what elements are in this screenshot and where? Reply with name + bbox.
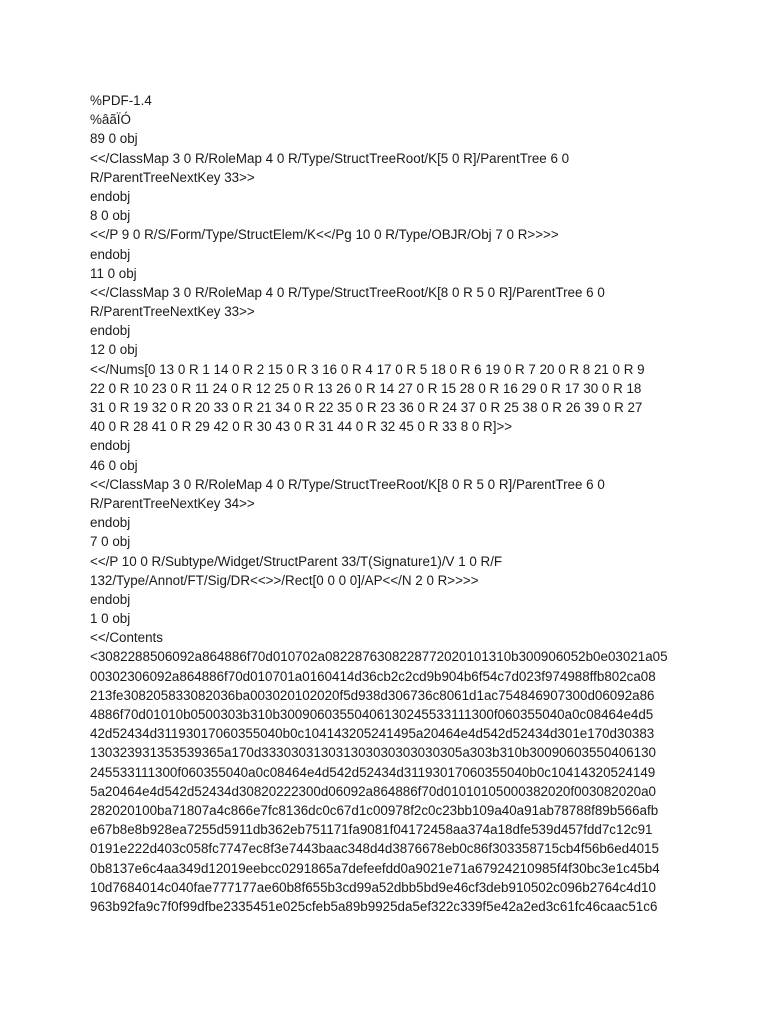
- text-line: 245533111300f060355040a0c08464e4d542d52434d31193017060355040b0c10414320524149: [90, 764, 656, 780]
- text-line: 963b92fa9c7f0f99dfbe2335451e025cfeb5a89b9925da5ef322c339f5e42a2ed3c61fc46caac51c6: [90, 898, 658, 914]
- text-line: <</ClassMap 3 0 R/RoleMap 4 0 R/Type/StructTreeRoot/K[8 0 R 5 0 R]/ParentTree 6 0: [90, 476, 605, 492]
- text-line: 132/Type/Annot/FT/Sig/DR<<>>/Rect[0 0 0 0]/AP<</N 2 0 R>>>>: [90, 572, 479, 588]
- text-line: <</ClassMap 3 0 R/RoleMap 4 0 R/Type/StructTreeRoot/K[8 0 R 5 0 R]/ParentTree 6 0: [90, 284, 605, 300]
- text-line: endobj: [90, 246, 131, 262]
- text-line: 5a20464e4d542d52434d30820222300d06092a864886f70d01010105000382020f003082020a0: [90, 783, 656, 799]
- text-line: 89 0 obj: [90, 131, 138, 147]
- text-line: 7 0 obj: [90, 534, 131, 550]
- text-line: 42d52434d31193017060355040b0c104143205241495a20464e4d542d52434d301e170d30383: [90, 726, 655, 742]
- text-line: 282020100ba71807a4c866e7fc8136dc0c67d1c00978f2c0c23bb109a40a91ab78788f89b566afb: [90, 802, 659, 818]
- text-line: R/ParentTreeNextKey 33>>: [90, 304, 255, 320]
- text-line: e67b8e8b928ea7255d5911db362eb751171fa9081f04172458aa374a18dfe539d457fdd7c12c91: [90, 822, 653, 838]
- text-line: 22 0 R 10 23 0 R 11 24 0 R 12 25 0 R 13 26 0 R 14 27 0 R 15 28 0 R 16 29 0 R 17 30 0 R 18: [90, 380, 642, 396]
- text-line: 130323931353539365a170d333030313031303030303030305a303b310b30090603550406130: [90, 745, 656, 761]
- text-line: <</Nums[0 13 0 R 1 14 0 R 2 15 0 R 3 16 0 R 4 17 0 R 5 18 0 R 6 19 0 R 7 20 0 R 8 21 0 R 9: [90, 361, 645, 377]
- text-line: R/ParentTreeNextKey 34>>: [90, 495, 255, 511]
- text-line: 00302306092a864886f70d010701a0160414d36cb2c2cd9b904b6f54c7d023f974988ffb802ca08: [90, 668, 656, 684]
- text-line: 8 0 obj: [90, 208, 131, 224]
- text-line: endobj: [90, 515, 131, 531]
- text-line: <</Contents: [90, 630, 163, 646]
- text-line: endobj: [90, 438, 131, 454]
- text-line: <</ClassMap 3 0 R/RoleMap 4 0 R/Type/StructTreeRoot/K[5 0 R]/ParentTree 6 0: [90, 150, 570, 166]
- text-line: endobj: [90, 323, 131, 339]
- text-line: 11 0 obj: [90, 265, 137, 281]
- text-line: 10d7684014c040fae777177ae60b8f655b3cd99a52dbb5bd9e46cf3deb910502c096b2764c4d10: [90, 879, 656, 895]
- pdf-source-text: [90, 91, 690, 916]
- text-line: 40 0 R 28 41 0 R 29 42 0 R 30 43 0 R 31 44 0 R 32 45 0 R 33 8 0 R]>>: [90, 419, 513, 435]
- text-line: endobj: [90, 591, 131, 607]
- text-line: 31 0 R 19 32 0 R 20 33 0 R 21 34 0 R 22 35 0 R 23 36 0 R 24 37 0 R 25 38 0 R 26 39 0 R 27: [90, 400, 643, 415]
- text-line: 4886f70d01010b0500303b310b30090603550406130245533111300f060355040a0c08464e4d5: [90, 707, 654, 722]
- text-line: %PDF-1.4: [90, 93, 152, 108]
- text-line: R/ParentTreeNextKey 33>>: [90, 169, 255, 185]
- text-line: <3082288506092a864886f70d010702a0822876308228772020101310b300906052b0e03021a05: [90, 649, 668, 665]
- text-line: 46 0 obj: [90, 457, 138, 473]
- text-line: %âãÏÓ: [90, 112, 131, 128]
- text-line: <</P 9 0 R/S/Form/Type/StructElem/K<</Pg 10 0 R/Type/OBJR/Obj 7 0 R>>>>: [90, 227, 559, 243]
- text-line: 0191e222d403c058fc7747ec8f3e7443baac348d4d3876678eb0c86f303358715cb4f56b6ed4015: [90, 841, 659, 857]
- text-line: endobj: [90, 188, 131, 204]
- text-line: 213fe308205833082036ba003020102020f5d938d306736c8061d1ac754846907300d06092a86: [90, 687, 655, 703]
- text-line: 1 0 obj: [90, 611, 131, 627]
- text-line: 12 0 obj: [90, 342, 138, 358]
- text-line: 0b8137e6c4aa349d12019eebcc0291865a7defeefdd0a9021e71a67924210985f4f30bc3e1c45b4: [90, 860, 660, 876]
- text-line: <</P 10 0 R/Subtype/Widget/StructParent 33/T(Signature1)/V 1 0 R/F: [90, 553, 503, 569]
